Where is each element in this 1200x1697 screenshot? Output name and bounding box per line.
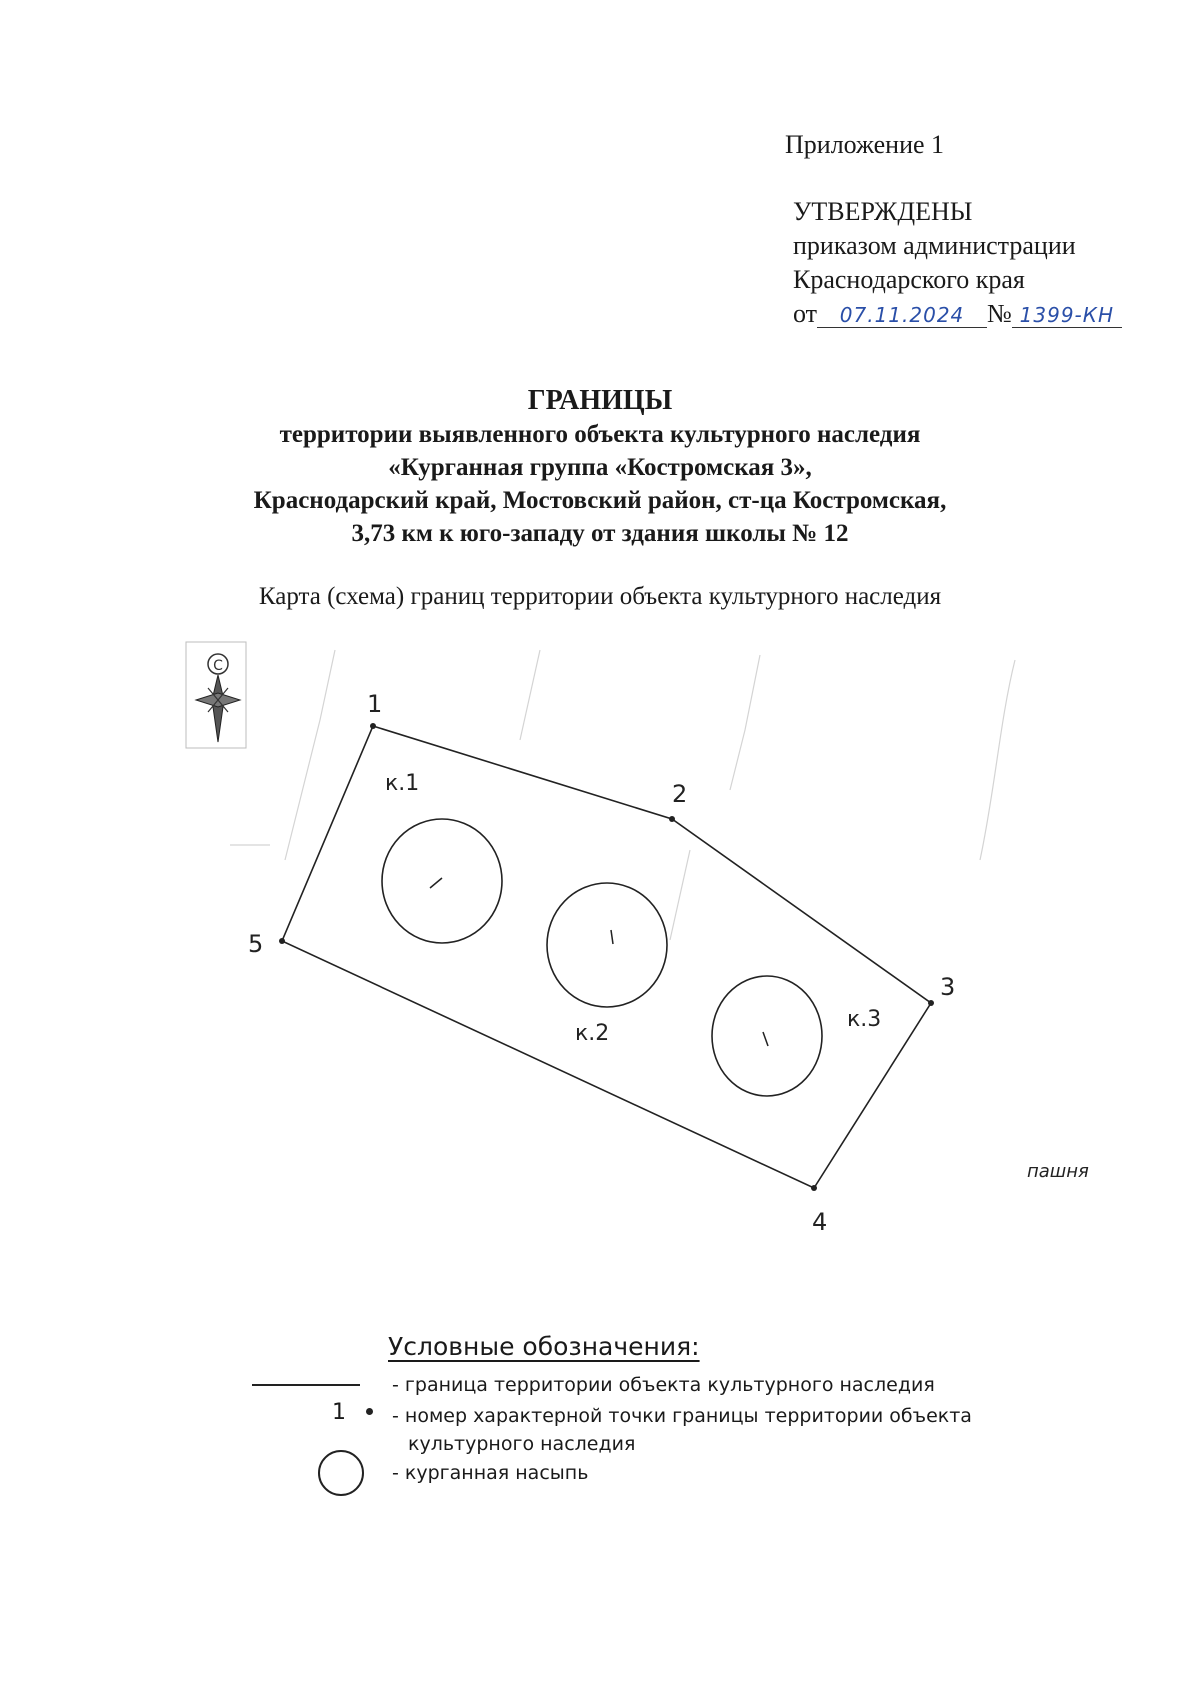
boundary-point-3-marker	[928, 1000, 934, 1006]
legend-point-text-2: культурного наследия	[408, 1433, 636, 1455]
mound-1-label: к.1	[385, 771, 420, 796]
legend-mound-circle-icon	[318, 1450, 364, 1496]
legend-title: Условные обозначения:	[388, 1332, 700, 1361]
title-line-2: «Курганная группа «Костромская 3»,	[388, 454, 812, 481]
title-line-3: Краснодарский край, Мостовский район, ст-ца Костромская,	[253, 487, 947, 514]
date-prefix: от	[793, 299, 818, 328]
territory-boundary	[282, 726, 931, 1188]
map-caption: Карта (схема) границ территории объекта культурного наследия	[258, 583, 942, 610]
legend-boundary-text: - граница территории объекта культурного наследия	[392, 1374, 935, 1396]
document-title	[0, 384, 1200, 550]
mound-3-label: к.3	[847, 1007, 882, 1032]
boundary-point-1-label: 1	[367, 690, 383, 718]
mound-2-circle	[547, 883, 667, 1007]
appendix-label: Приложение 1	[785, 130, 945, 159]
background-lines	[230, 650, 1015, 940]
legend-boundary-symbol	[252, 1384, 360, 1386]
approval-block	[793, 195, 1122, 331]
boundary-point-4-label: 4	[812, 1208, 828, 1236]
boundary-map	[0, 630, 1200, 1250]
boundary-point-5-marker	[279, 938, 285, 944]
boundary-point-2-label: 2	[672, 780, 688, 808]
approval-date-line	[793, 297, 1122, 331]
compass-icon	[186, 642, 246, 748]
mound-3-circle	[712, 976, 822, 1096]
boundary-point-1-marker	[370, 723, 376, 729]
boundary-point-markers	[279, 723, 934, 1191]
approved-region: Краснодарского края	[793, 265, 1025, 294]
number-prefix: №	[987, 299, 1012, 328]
field-label: пашня	[1027, 1161, 1089, 1182]
legend-point-dot-icon	[366, 1408, 373, 1415]
legend-point-number: 1	[332, 1400, 346, 1425]
approved-heading: УТВЕРЖДЕНЫ	[793, 197, 973, 226]
compass-letter: С	[213, 658, 223, 674]
legend-mound-text: - курганная насыпь	[392, 1462, 589, 1484]
mound-1-circle	[382, 819, 502, 943]
boundary-point-5-label: 5	[248, 930, 264, 958]
number-value: 1399-КН	[1012, 303, 1122, 328]
title-line-1: территории выявленного объекта культурного наследия	[279, 421, 921, 448]
boundary-point-3-label: 3	[940, 973, 956, 1001]
title-main: ГРАНИЦЫ	[527, 385, 673, 416]
boundary-point-4-marker	[811, 1185, 817, 1191]
approved-by-order: приказом администрации	[793, 231, 1076, 260]
boundary-point-2-marker	[669, 816, 675, 822]
legend-point-text-1: - номер характерной точки границы территории объекта	[392, 1405, 972, 1427]
date-value: 07.11.2024	[817, 303, 987, 328]
title-line-4: 3,73 км к юго-западу от здания школы № 12	[351, 520, 849, 547]
mound-2-label: к.2	[575, 1021, 610, 1046]
